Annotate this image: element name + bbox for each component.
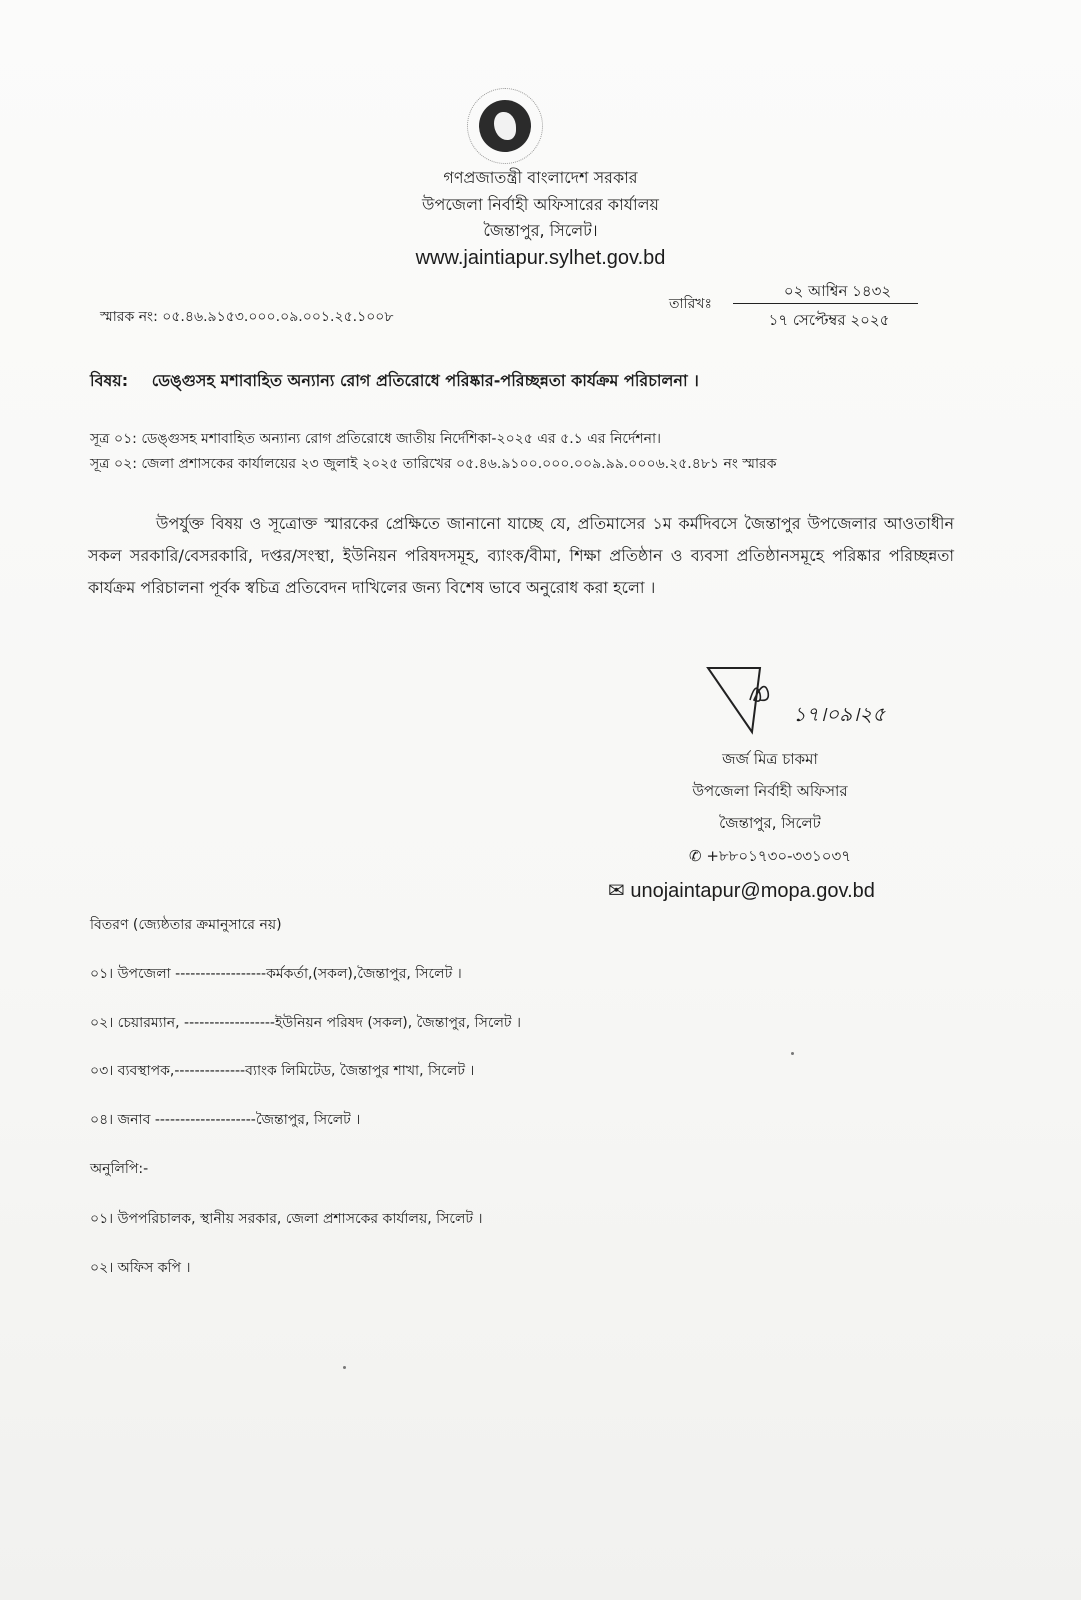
phone-icon: ✆ — [688, 847, 702, 865]
memo-value: ০৫.৪৬.৯১৫৩.০০০.০৯.০০১.২৫.১০০৮ — [162, 309, 394, 325]
letterhead-location: জৈন্তাপুর, সিলেট। — [483, 221, 598, 240]
signer-designation: উপজেলা নির্বাহী অফিসার — [692, 782, 848, 800]
date-gregorian: ১৭ সেপ্টেম্বর ২০২৫ — [768, 311, 890, 329]
letterhead-website[interactable]: www.jaintiapur.sylhet.gov.bd — [415, 247, 666, 269]
signature-date: ১৭।০৯।২৫ — [793, 702, 886, 726]
distribution-item: ০১। উপজেলা ------------------কর্মকর্তা,(সকল),জৈন্তাপুর, সিলেট । — [90, 966, 462, 982]
paper-speck — [791, 1052, 794, 1055]
paper-speck — [343, 1366, 346, 1369]
date-divider — [733, 303, 918, 304]
date-label: তারিখঃ — [669, 296, 712, 312]
envelope-icon: ✉ — [608, 880, 625, 902]
signer-name: জর্জ মিত্র চাকমা — [722, 750, 818, 768]
copy-item: ০২। অফিস কপি । — [90, 1260, 191, 1276]
signer-phone — [620, 845, 920, 870]
subject-text: ডেঙ্গুসহ মশাবাহিত অন্যান্য রোগ প্রতিরোধে পরিষ্কার-পরিচ্ছন্নতা কার্যক্রম পরিচালনা । — [151, 371, 699, 390]
body-paragraph: উপর্যুক্ত বিষয় ও সূত্রোক্ত স্মারকের প্রেক্ষিতে জানানো যাচ্ছে যে, প্রতিমাসের ১ম কর্মদিবসে জৈন্তাপুর উপজেলার আওতাধীন সকল সরকারি/বেসরকারি, দপ্তর/সংস্থা, ইউনিয়ন পরিষদসমূহ, ব্যাংক/বীমা, শিক্ষা প্রতিষ্ঠান ও ব্যবসা প্রতিষ্ঠানসমূহে পরিষ্কার পরিচ্ছন্নতা কার্যক্রম পরিচালনা পূর্বক স্বচিত্র প্রতিবেদন দাখিলের জন্য বিশেষ ভাবে অনুরোধ করা হলো । — [88, 514, 954, 597]
email-address[interactable]: unojaintapur@mopa.gov.bd — [630, 880, 875, 902]
signer-email — [608, 878, 875, 903]
letterhead-office: উপজেলা নির্বাহী অফিসারের কার্যালয় — [422, 195, 659, 214]
reference-1: সূত্র ০১: ডেঙ্গুসহ মশাবাহিত অন্যান্য রোগ প্রতিরোধে জাতীয় নির্দেশিকা-২০২৫ এর ৫.১ এর নির্দেশনা। — [90, 431, 662, 447]
distribution-item: ০২। চেয়ারম্যান, ------------------ইউনিয়ন পরিষদ (সকল), জৈন্তাপুর, সিলেট । — [90, 1015, 522, 1031]
government-seal-icon — [467, 88, 543, 164]
phone-number[interactable]: +৮৮০১৭৩০-৩৩১০৩৭ — [706, 847, 852, 865]
memo-label: স্মারক নং: — [100, 309, 158, 325]
memo-number — [100, 305, 393, 329]
copy-item: ০১। উপপরিচালক, স্থানীয় সরকার, জেলা প্রশাসকের কার্যালয়, সিলেট । — [90, 1211, 483, 1227]
subject-line — [90, 368, 699, 395]
subject-label: বিষয়: — [90, 371, 129, 390]
distribution-item: ০৪। জনাব --------------------জৈন্তাপুর, সিলেট । — [90, 1112, 361, 1128]
reference-2: সূত্র ০২: জেলা প্রশাসকের কার্যালয়ের ২৩ জুলাই ২০২৫ তারিখের ০৫.৪৬.৯১০০.০০০.০০৯.৯৯.০০০৬.২৫.৪৮১ নং স্মারক — [90, 456, 777, 472]
copy-heading: অনুলিপি:- — [90, 1161, 149, 1177]
distribution-item: ০৩। ব্যবস্থাপক,--------------ব্যাংক লিমিটেড, জৈন্তাপুর শাখা, সিলেট । — [90, 1063, 475, 1079]
date-bangla: ০২ আশ্বিন ১৪৩২ — [783, 282, 892, 300]
signer-location: জৈন্তাপুর, সিলেট — [719, 814, 821, 832]
letterhead-government: গণপ্রজাতন্ত্রী বাংলাদেশ সরকার — [443, 168, 638, 187]
distribution-heading: বিতরণ (জ্যেষ্ঠতার ক্রমানুসারে নয়) — [90, 917, 282, 933]
